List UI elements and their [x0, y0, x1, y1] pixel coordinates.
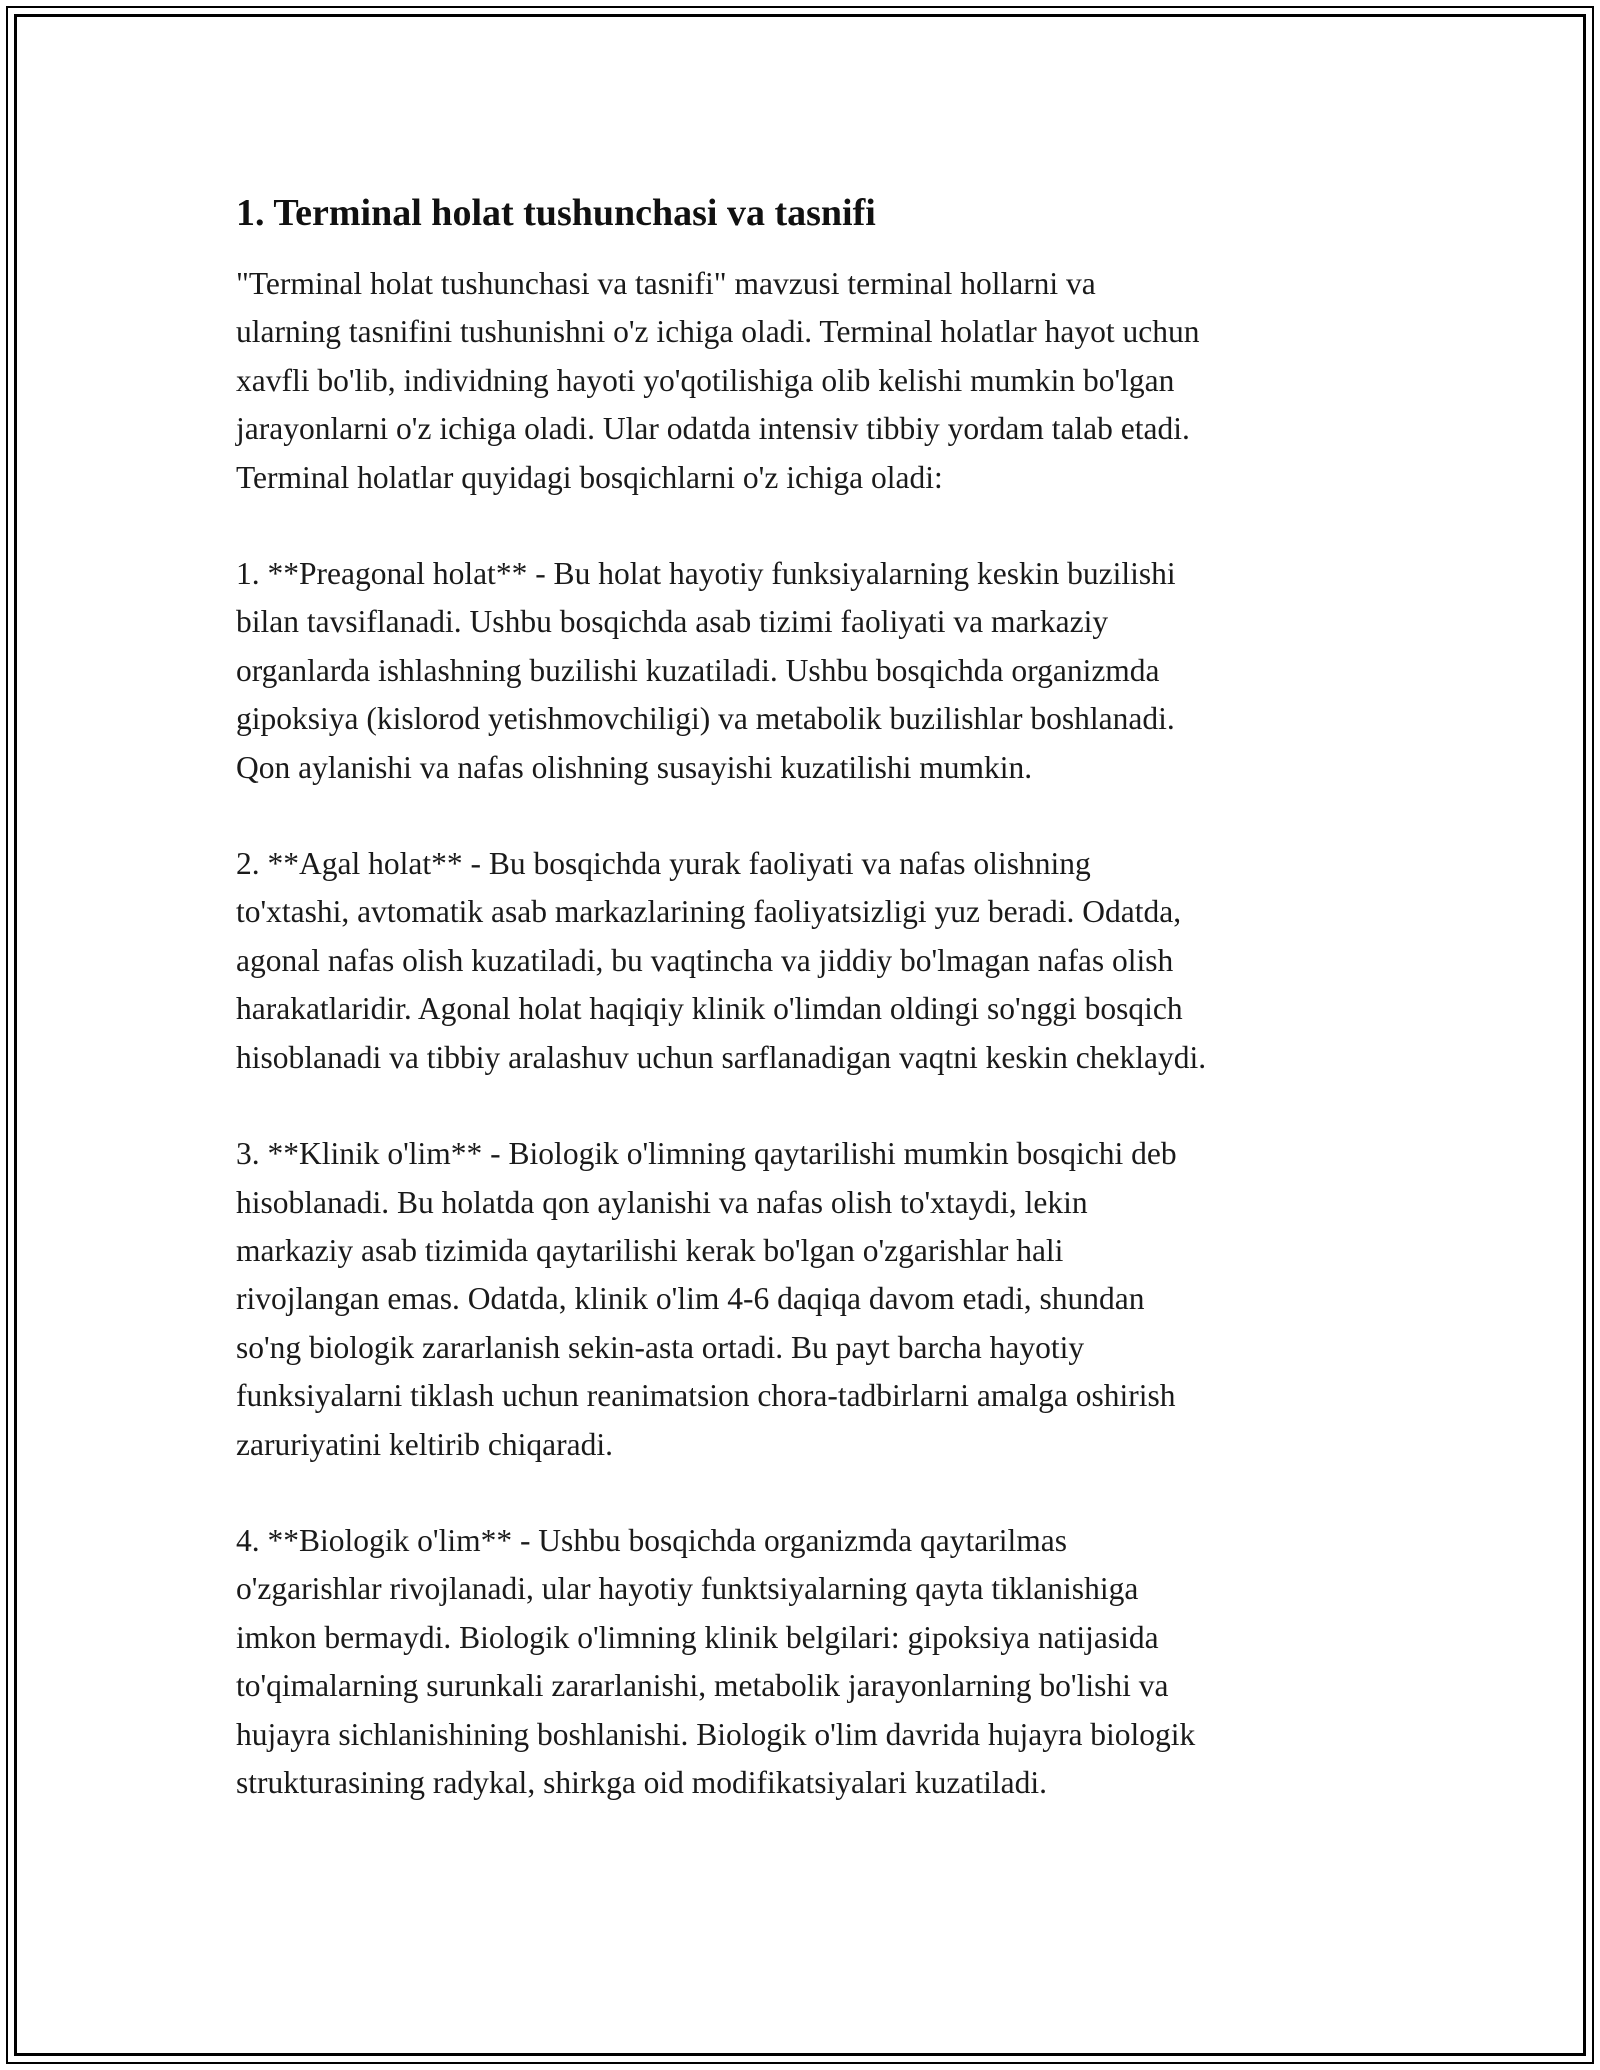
- intro-paragraph: "Terminal holat tushunchasi va tasnifi" mavzusi terminal hollarni va ularning tasnifini tushunishni o'z ichiga oladi. Terminal holatlar hayot uchun xavfli bo'lib, individning hayoti yo'qotilishiga olib kelishi mumkin bo'lgan jarayonlarni o'z ichiga oladi. Ular odatda intensiv tibbiy yordam talab etadi. Terminal holatlar quyidagi bosqichlarni o'z ichiga oladi:: [236, 266, 1200, 495]
- list-item-clinical-death: 3. **Klinik o'lim** - Biologik o'limning qaytarilishi mumkin bosqichi deb hisoblanadi. Bu holatda qon aylanishi va nafas olish to'xtaydi, lekin markaziy asab tizimida qaytarilishi kerak bo'lgan o'zgarishlar hali rivojlangan emas. Odatda, klinik o'lim 4-6 daqiqa davom etadi, shundan so'ng biologik zararlanish sekin-asta ortadi. Bu payt barcha hayotiy funksiyalarni tiklash uchun reanimatsion chora-tadbirlarni amalga oshirish zaruriyatini keltirib chiqaradi.: [236, 1136, 1177, 1462]
- list-item-biological-death: 4. **Biologik o'lim** - Ushbu bosqichda organizmda qaytarilmas o'zgarishlar rivojlanadi, ular hayotiy funktsiyalarning qayta tiklanishiga imkon bermaydi. Biologik o'limning klinik belgilari: gipoksiya natijasida to'qimalarning surunkali zararlanishi, metabolik jarayonlarning bo'lishi va hujayra sichlanishining boshlanishi. Biologik o'lim davrida hujayra biologik strukturasining radykal, shirkga oid modifikatsiyalari kuzatiladi.: [236, 1522, 1196, 1800]
- section-heading: 1. Terminal holat tushunchasi va tasnifi: [236, 192, 876, 234]
- list-item-preagonal: 1. **Preagonal holat** - Bu holat hayotiy funksiyalarning keskin buzilishi bilan tavsiflanadi. Ushbu bosqichda asab tizimi faoliyati va markaziy organlarda ishlashning buzilishi kuzatiladi. Ushbu bosqichda organizmda gipoksiya (kislorod yetishmovchiligi) va metabolik buzilishlar boshlanadi. Qon aylanishi va nafas olishning susayishi kuzatilishi mumkin.: [236, 556, 1176, 785]
- document-body: [236, 186, 1376, 1855]
- list-item-agonal: 2. **Agal holat** - Bu bosqichda yurak faoliyati va nafas olishning to'xtashi, avtomatik asab markazlarining faoliyatsizligi yuz beradi. Odatda, agonal nafas olish kuzatiladi, bu vaqtincha va jiddiy bo'lmagan nafas olish harakatlaridir. Agonal holat haqiqiy klinik o'limdan oldingi so'nggi bosqich hisoblanadi va tibbiy aralashuv uchun sarflanadigan vaqtni keskin cheklaydi.: [236, 846, 1207, 1075]
